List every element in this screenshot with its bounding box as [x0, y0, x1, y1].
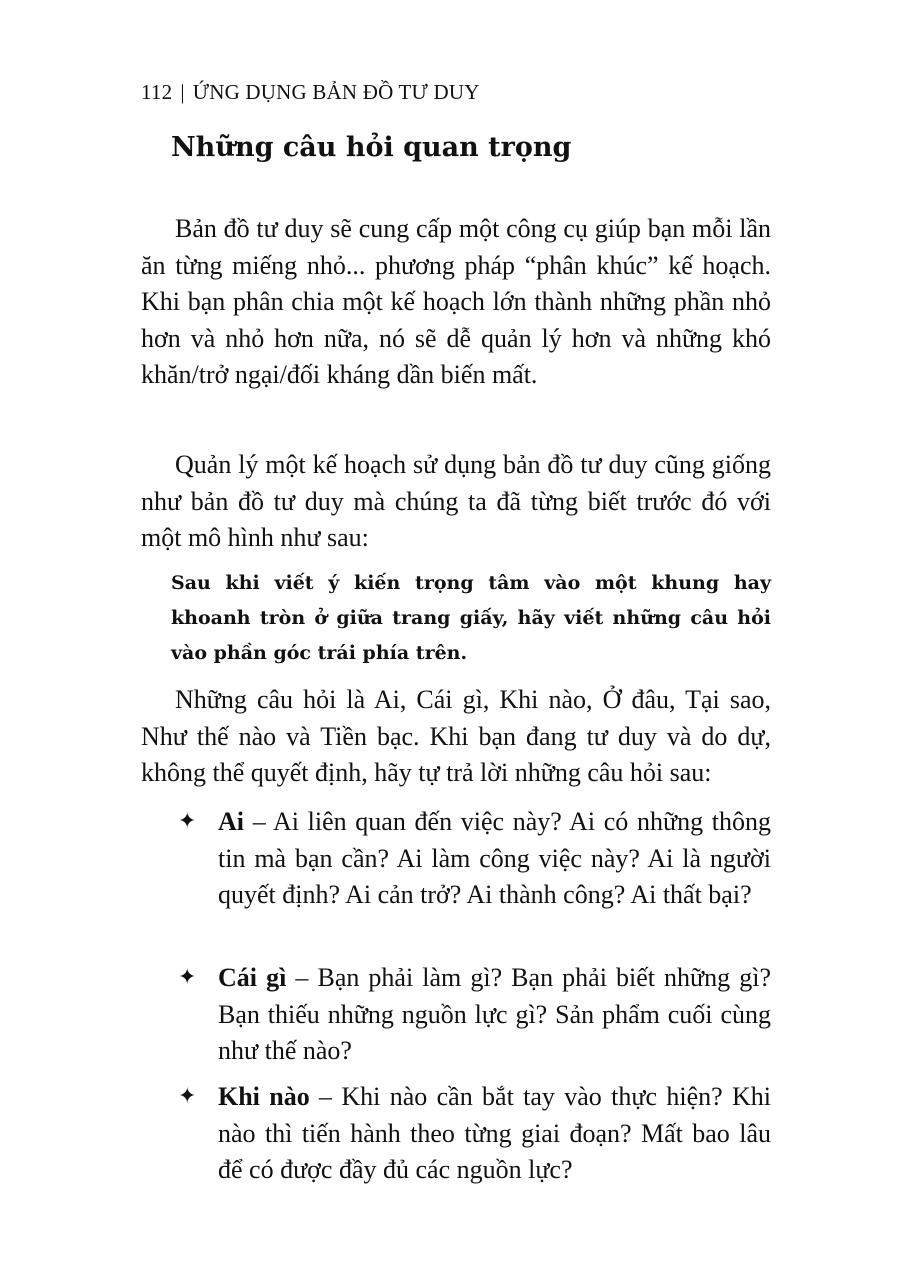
page-number: 112 — [141, 80, 173, 104]
star-bullet-icon: ✦ — [178, 965, 197, 990]
bullet-item-when — [178, 1079, 771, 1189]
star-bullet-icon: ✦ — [178, 1084, 197, 1109]
bullet-term: Ai — [218, 807, 244, 836]
bullet-text — [218, 804, 771, 914]
bullet-text — [218, 1079, 771, 1189]
bullet-description: – Ai liên quan đến việc này? Ai có những thông tin mà bạn cần? Ai làm công việc này? Ai là người quyết định? Ai cản trở? Ai thành công? Ai thất bại? — [218, 807, 771, 909]
paragraph-intro: Bản đồ tư duy sẽ cung cấp một công cụ giúp bạn mỗi lần ăn từng miếng nhỏ... phương pháp “phân khúc” kế hoạch. Khi bạn phân chia một kế hoạch lớn thành những phần nhỏ hơn và nhỏ hơn nữa, nó sẽ dễ quản lý hơn và những khó khăn/trở ngại/đối kháng dần biến mất. — [141, 214, 771, 389]
bullet-term: Cái gì — [218, 963, 287, 992]
bullet-term: Khi nào — [218, 1082, 310, 1111]
section-title: Những câu hỏi quan trọng — [171, 132, 572, 163]
header-separator: | — [180, 80, 185, 104]
bullet-description: – Bạn phải làm gì? Bạn phải biết những gì? Bạn thiếu những nguồn lực gì? Sản phẩm cuối cùng như thế nào? — [218, 963, 771, 1065]
book-title: ỨNG DỤNG BẢN ĐỒ TƯ DUY — [192, 80, 480, 104]
paragraph-questions: Những câu hỏi là Ai, Cái gì, Khi nào, Ở đâu, Tại sao, Như thế nào và Tiền bạc. Khi bạn đang tư duy và do dự, không thể quyết định, hãy tự trả lời những câu hỏi sau: — [141, 685, 771, 787]
running-header — [141, 80, 480, 105]
paragraph-model: Quản lý một kế hoạch sử dụng bản đồ tư duy cũng giống như bản đồ tư duy mà chúng ta đã từng biết trước đó với một mô hình như sau: — [141, 450, 771, 552]
star-bullet-icon: ✦ — [178, 809, 197, 834]
bullet-item-what — [178, 960, 771, 1070]
bullet-text — [218, 960, 771, 1070]
bullet-item-who — [178, 804, 771, 914]
bullet-description: – Khi nào cần bắt tay vào thực hiện? Khi nào thì tiến hành theo từng giai đoạn? Mất bao lâu để có được đầy đủ các nguồn lực? — [218, 1082, 771, 1184]
callout-instruction: Sau khi viết ý kiến trọng tâm vào một khung hay khoanh tròn ở giữa trang giấy, hãy viết những câu hỏi vào phần góc trái phía trên. — [171, 572, 771, 664]
